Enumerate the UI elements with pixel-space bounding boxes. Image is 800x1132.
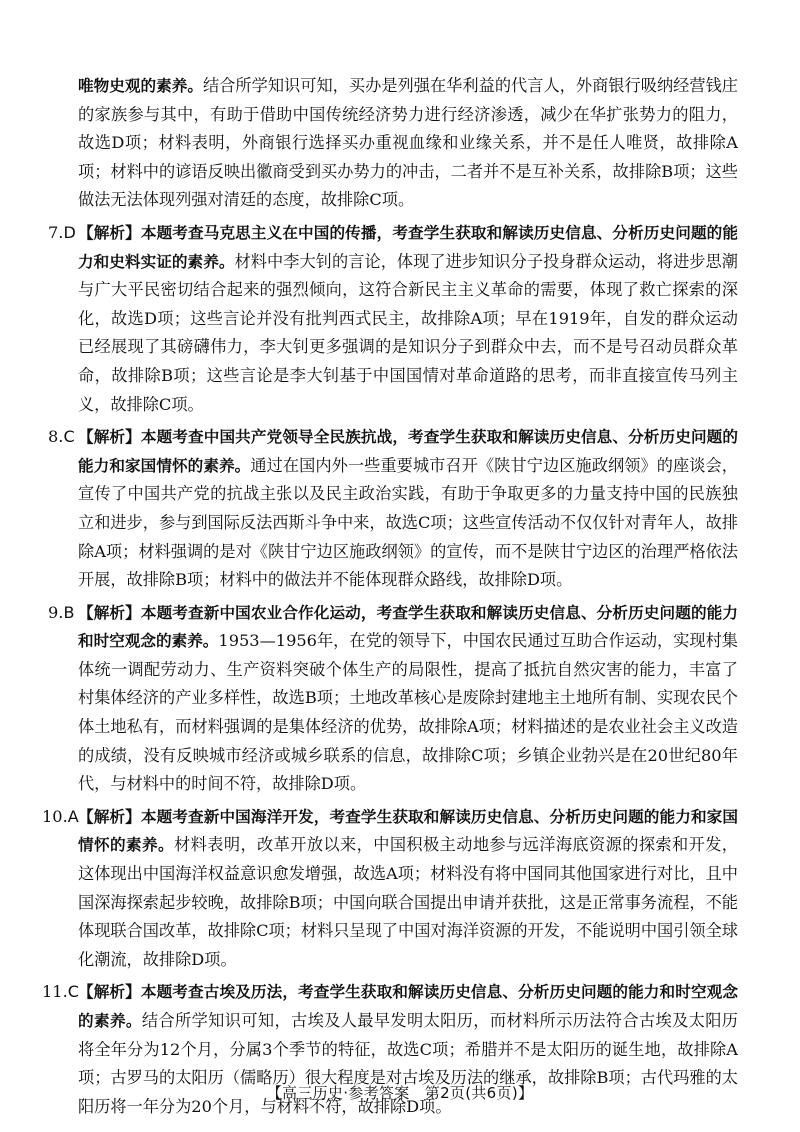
intro-text: 结合所学知识可知，买办是列强在华利益的代言人，外商银行吸纳经营钱庄的家族参与其中，有助于借助中国传统经济势力进行经济渗透，减少在华扩张势力的阻力，故选D项；材料表明，外商银行选择买办重视血缘和业缘关系，并不是任人唯贤，故排除A项；材料中的谚语反映出徽商受到买办势力的冲击，二者并不是互补关系，故排除B项；这些做法无法体现列强对清廷的态度，故排除C项。 xyxy=(78,76,738,210)
answer-item-9 xyxy=(48,599,738,799)
answer-item-8 xyxy=(48,423,738,595)
item-heading: 【解析】本题考查新中国海洋开发，考查学生获取和解读历史信息、分析历史问题的能力和家国情怀的素养。 xyxy=(78,807,738,855)
item-body xyxy=(78,423,738,595)
answer-page xyxy=(42,72,738,1121)
item-number: 7.D xyxy=(48,222,76,242)
item-answer: D xyxy=(63,222,76,242)
answer-item-10 xyxy=(42,803,738,975)
item-text: 结合所学知识可知，古埃及人最早发明太阳历，而材料所示历法符合古埃及太阳历将全年分为12个月，分属3个季节的特征，故选C项；希腊并不是太阳历的诞生地，故排除A项；古罗马的太阳历（儒略历）很大程度是对古埃及历法的继承，故排除B项；古代玛雅的太阳历将一年分为20个月，与材料不符，故排除D项。 xyxy=(78,1011,738,1116)
item-heading: 【解析】本题考查新中国农业合作化运动，考查学生获取和解读历史信息、分析历史问题的能力和时空观念的素养。 xyxy=(78,603,738,651)
item-text: 材料中李大钊的言论，体现了进步知识分子投身群众运动，将进步思潮与广大平民密切结合起来的强烈倾向，这符合新民主主义革命的需要，体现了救亡探索的深化，故选D项；这些言论并没有批判西式民主，故排除A项；早在1919年，自发的群众运动已经展现了其磅礴伟力，李大钊更多强调的是知识分子到群众中去，而不是号召动员群众革命，故排除B项；这些言论是李大钊基于中国国情对革命道路的思考，而非直接宣传马列主义，故排除C项。 xyxy=(78,251,738,414)
item-answer: B xyxy=(63,602,75,622)
item-answer: C xyxy=(63,427,75,447)
item-heading: 【解析】本题考查马克思主义在中国的传播，考查学生获取和解读历史信息、分析历史问题的能力和史料实证的素养。 xyxy=(78,223,738,271)
item-text: 通过在国内外一些重要城市召开《陕甘宁边区施政纲领》的座谈会，宣传了中国共产党的抗战主张以及民主政治实践，有助于争取更多的力量支持中国的民族独立和进步，参与到国际反法西斯斗争中来，故选C项；这些宣传活动不仅仅针对青年人，故排除A项；材料强调的是对《陕甘宁边区施政纲领》的宣传，而不是陕甘宁边区的治理严格依法开展，故排除B项；材料中的做法并不能体现群众路线，故排除D项。 xyxy=(78,455,738,590)
item-heading: 【解析】本题考查古埃及历法，考查学生获取和解读历史信息、分析历史问题的能力和时空观念的素养。 xyxy=(78,983,738,1030)
item-body xyxy=(78,599,738,799)
item-answer: A xyxy=(67,806,79,826)
item-heading: 【解析】本题考查中国共产党领导全民族抗战，考查学生获取和解读历史信息、分析历史问题的能力和家国情怀的素养。 xyxy=(78,428,738,475)
item-number: 10.A xyxy=(42,806,79,826)
answer-item-7 xyxy=(48,219,738,419)
page-footer: 【高三历史·参考答案 第2页(共6页)】 xyxy=(266,1084,534,1102)
item-body xyxy=(78,219,738,419)
item-text: 1953—1956年，在党的领导下，中国农民通过互助合作运动，实现村集体统一调配劳动力、生产资料突破个体生产的局限性，提高了抵抗自然灾害的能力，丰富了村集体经济的产业多样性，故选B项；土地改革核心是废除封建地主土地所有制、实现农民个体土地私有，而材料强调的是集体经济的优势，故排除A项；材料描述的是农业社会主义改造的成绩，没有反映城市经济或城乡联系的信息，故排除C项；乡镇企业勃兴是在20世纪80年代，与材料中的时间不符，故排除D项。 xyxy=(78,631,738,794)
item-answer: C xyxy=(67,982,79,1002)
item-body xyxy=(78,803,738,975)
item-number: 11.C xyxy=(42,982,79,1002)
item-number: 8.C xyxy=(48,427,75,447)
item-text: 材料表明，改革开放以来，中国积极主动地参与远洋海底资源的探索和开发，这体现出中国海洋权益意识愈发增强，故选A项；材料没有将中国同其他国家进行对比，且中国深海探索起步较晚，故排除B项；中国向联合国提出申请并获批，这是正常事务流程，不能体现联合国改革，故排除C项；材料只呈现了中国对海洋资源的开发，不能说明中国引领全球化潮流，故排除D项。 xyxy=(78,835,738,969)
intro-bold: 唯物史观的素养。 xyxy=(78,77,203,95)
item-number: 9.B xyxy=(48,602,75,622)
intro-paragraph xyxy=(78,72,738,215)
